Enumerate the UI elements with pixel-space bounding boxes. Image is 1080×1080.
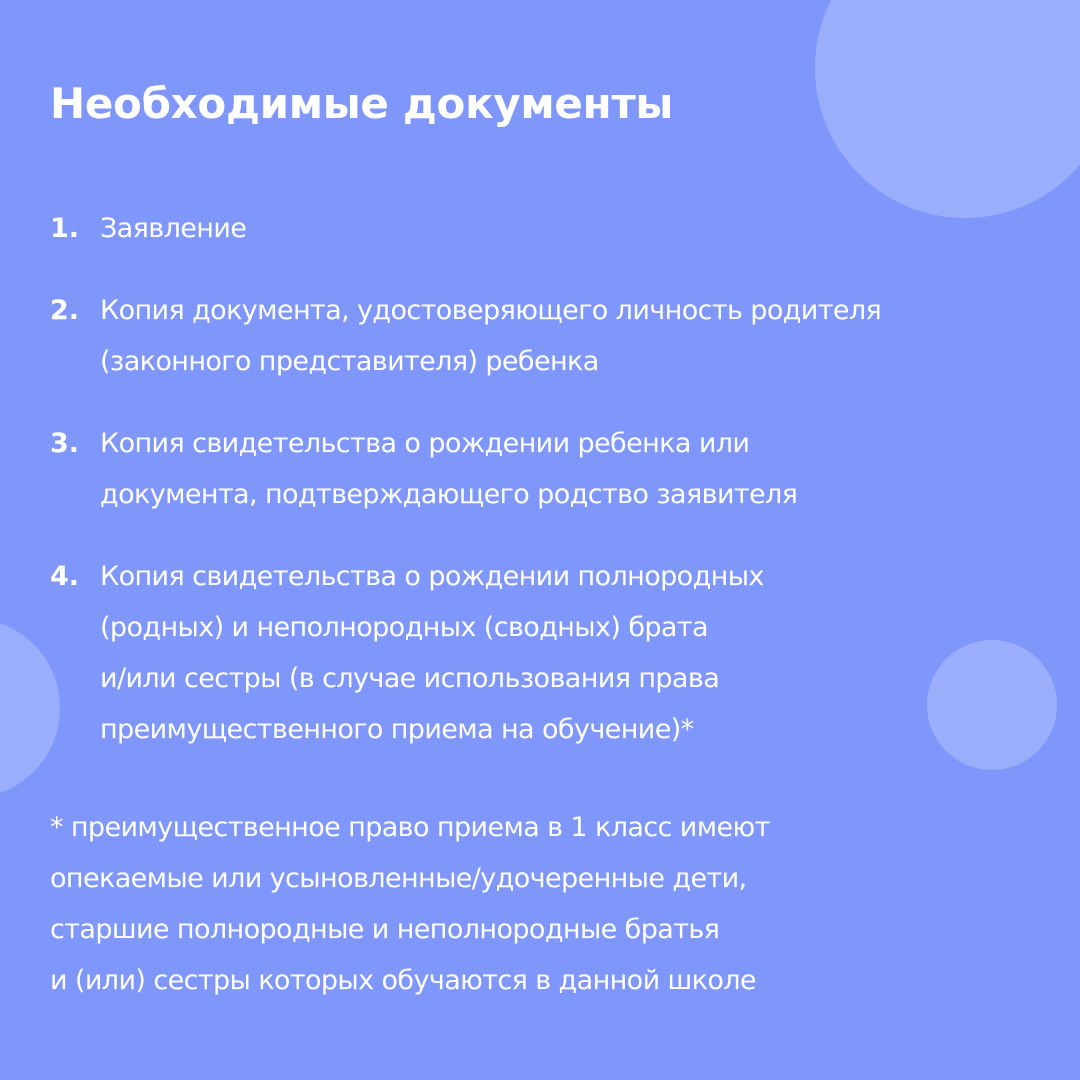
item-text: Копия документа, удостоверяющего личность родителя (законного представителя) ребенка	[100, 295, 882, 377]
documents-list	[50, 203, 1050, 755]
item-text: Копия свидетельства о рождении полнородных (родных) и неполнородных (сводных) брата и/или сестры (в случае использования права преимущественного приема на обучение)*	[100, 561, 764, 745]
list-item	[50, 418, 1050, 520]
page-title: Необходимые документы	[50, 79, 674, 128]
list-item	[50, 551, 1050, 755]
list-item	[50, 285, 1050, 387]
footnote: * преимущественное право приема в 1 класс имеют опекаемые или усыновленные/удочеренные дети, старшие полнородные и неполнородные братья и (или) сестры которых обучаются в данной школе	[50, 812, 770, 996]
item-number: 4.	[50, 561, 80, 592]
item-text: Копия свидетельства о рождении ребенка или документа, подтверждающего родство заявителя	[100, 428, 798, 510]
item-number: 3.	[50, 428, 80, 459]
list-item	[50, 203, 1050, 254]
item-number: 1.	[50, 213, 80, 244]
item-number: 2.	[50, 295, 80, 326]
item-text: Заявление	[100, 213, 247, 244]
decorative-circle-top-right	[815, 0, 1080, 218]
